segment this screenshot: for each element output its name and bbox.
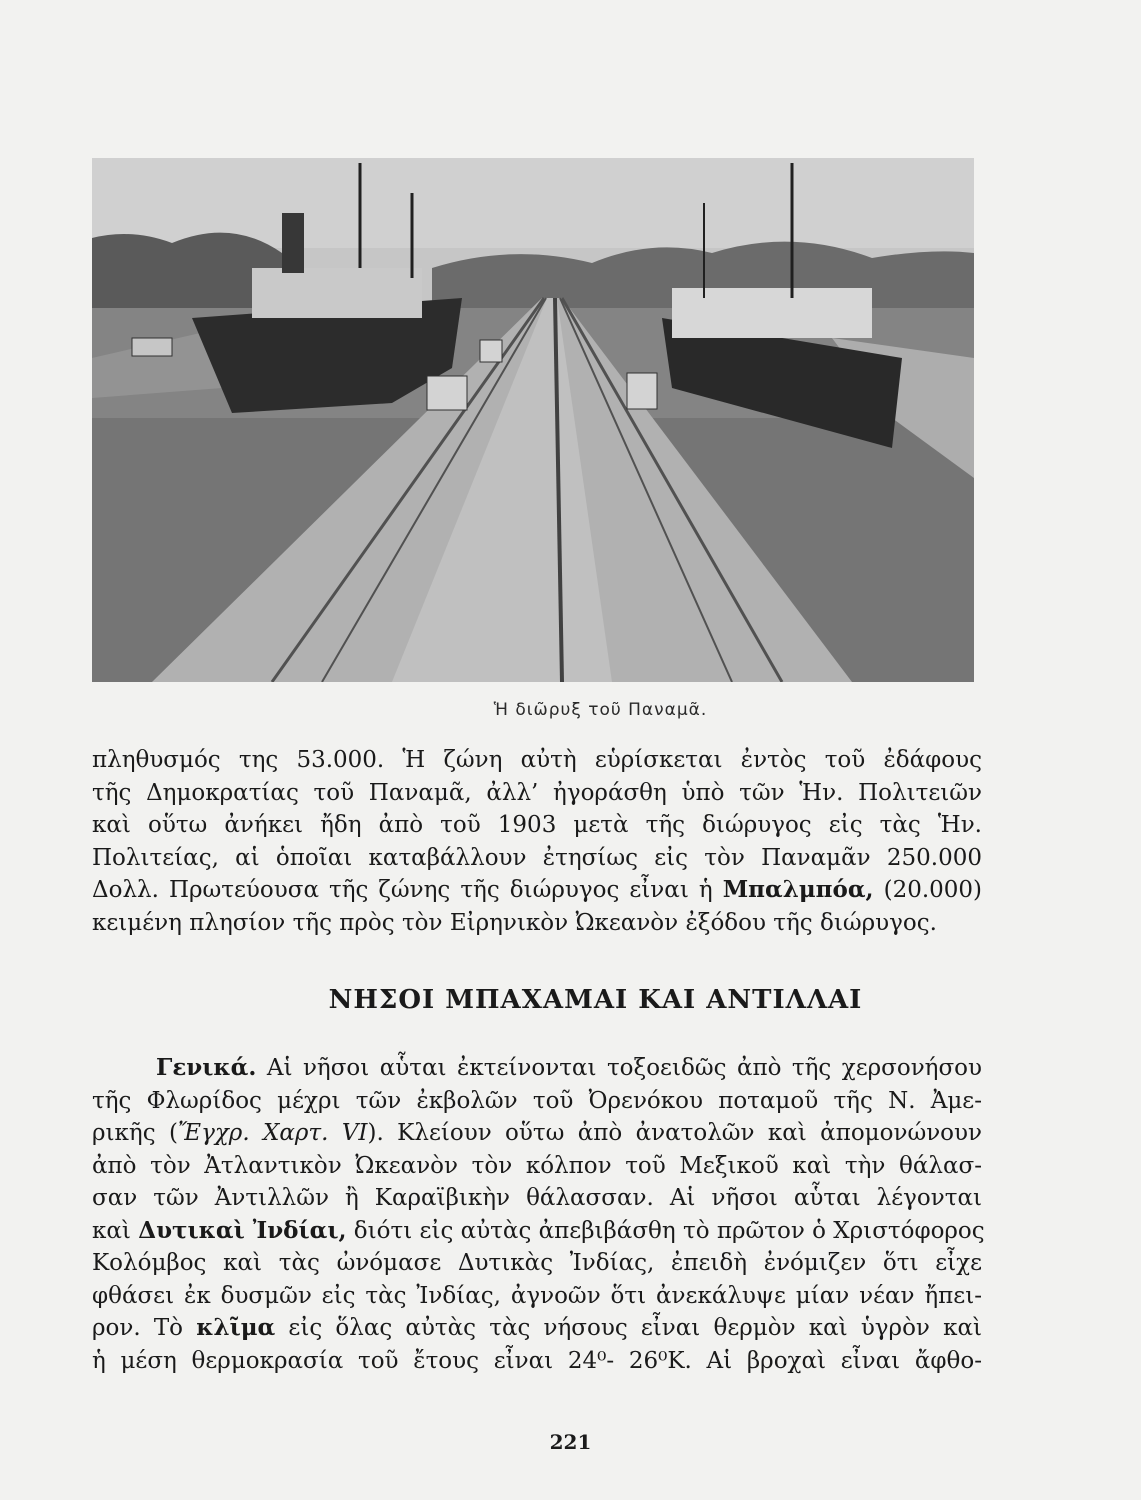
text-line: ρικῆς (Ἔγχρ. Χαρτ. VI). Κλείουν οὕτω ἀπὸ ἀνατολῶν καὶ ἀπομονώνουν [92,1120,982,1146]
section-heading: ΝΗΣΟΙ ΜΠΑΧΑΜΑΙ ΚΑΙ ΑΝΤΙΛΛΑΙ [328,985,863,1015]
bold-term-west-indies: Δυτικαὶ Ἰνδίαι, [138,1216,347,1244]
page-number: 221 [549,1430,592,1454]
text-line: καὶ οὕτω ἀνήκει ἤδη ἀπὸ τοῦ 1903 μετὰ τῆς διώρυγος εἰς τὰς Ἡν. [92,812,982,838]
italic-map-ref: Ἔγχρ. Χαρτ. VI [177,1120,368,1146]
text-line: Δολλ. Πρωτεύουσα τῆς ζώνης τῆς διώρυγος εἶναι ἡ Μπαλμπόα, (20.000) [92,876,983,903]
text-line: καὶ Δυτικαὶ Ἰνδίαι, διότι εἰς αὐτὰς ἀπεβιβάσθη τὸ πρῶτον ὁ Χριστόφορος [92,1216,985,1244]
text-line: Πολιτείας, αἱ ὁποῖαι καταβάλλουν ἐτησίως εἰς τὸν Παναμᾶν 250.000 [92,844,982,871]
photo-illustration [92,158,974,682]
text-line: σαν τῶν Ἀντιλλῶν ἢ Καραϊβικὴν θάλασσαν. Αἱ νῆσοι αὗται λέγονται [92,1185,982,1211]
panama-canal-photo [92,158,974,682]
bold-term-balboa: Μπαλμπόα, [722,876,874,903]
paragraph-canal-zone [92,744,982,939]
text-line: πληθυσμός της 53.000. Ἡ ζώνη αὐτὴ εὑρίσκεται ἐντὸς τοῦ ἐδάφους [92,747,982,773]
bold-term-general: Γενικά. [156,1054,257,1081]
paragraph-general [92,1052,985,1377]
text-line: φθάσει ἐκ δυσμῶν εἰς τὰς Ἰνδίας, ἀγνοῶν ὅτι ἀνεκάλυψε μίαν νέαν ἤπει- [92,1282,982,1309]
text-line: Γενικά. Αἱ νῆσοι αὗται ἐκτείνονται τοξοειδῶς ἀπὸ τῆς χερσονήσου [156,1054,982,1081]
text-line: κειμένη πλησίον τῆς πρὸς τὸν Εἰρηνικὸν Ὠκεανὸν ἐξόδου τῆς διώρυγος. [92,909,937,936]
photo-caption: Ἡ διῶρυξ τοῦ Παναμᾶ. [493,700,708,720]
text-line: Κολόμβος καὶ τὰς ὠνόμασε Δυτικὰς Ἰνδίας, ἐπειδὴ ἐνόμιζεν ὅτι εἶχε [92,1250,982,1276]
text-line: ἡ μέση θερμοκρασία τοῦ ἔτους εἶναι 24⁰- 26⁰Κ. Αἱ βροχαὶ εἶναι ἄφθο- [92,1347,982,1374]
text-line: τῆς Δημοκρατίας τοῦ Παναμᾶ, ἀλλ’ ἠγοράσθη ὑπὸ τῶν Ἡν. Πολιτειῶν [92,779,982,806]
text-line: τῆς Φλωρίδος μέχρι τῶν ἐκβολῶν τοῦ Ὀρενόκου ποταμοῦ τῆς Ν. Ἀμε- [92,1087,982,1114]
text-line: ἀπὸ τὸν Ἀτλαντικὸν Ὠκεανὸν τὸν κόλπον τοῦ Μεξικοῦ καὶ τὴν θάλασ- [92,1152,982,1179]
bold-term-climate: κλῖμα [196,1314,276,1341]
text-line: ρον. Τὸ κλῖμα εἰς ὅλας αὐτὰς τὰς νήσους εἶναι θερμὸν καὶ ὑγρὸν καὶ [92,1314,982,1341]
